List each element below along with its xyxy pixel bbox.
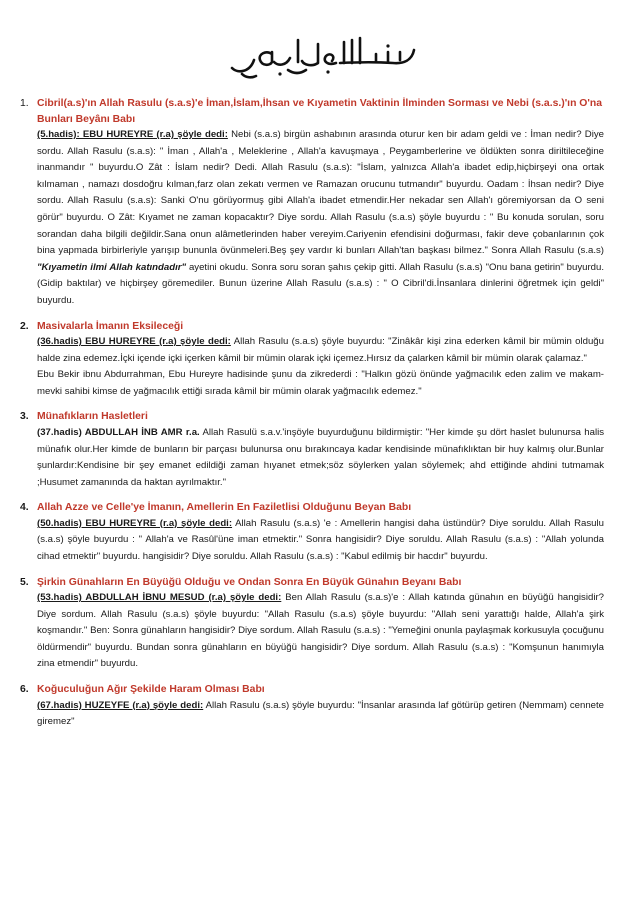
item-number: 2. [20,320,29,332]
list-item [20,319,604,401]
chapter-title: Münafıkların Hasletleri [37,411,148,423]
hadith-source: (36.hadis) EBU HUREYRE (r.a) şöyle dedi: [37,336,231,348]
hadith-list [20,96,604,740]
list-item [20,500,604,565]
hadith-text: (37.hadis) ABDULLAH İNB AMR r.a. Allah Rasulü s.a.v.'inşöyle buyurduğunu bildirmiştir: "Her kimde şu dört haslet bulunursa halis münafık olur.Her kimde de bunların bir parçası bulunursa onu bırakıncaya kadar kendisinde münafıklıktan bir huy kalmış olur.Bunlar şunlardır:Kendisine bir şey emanet edildiği zaman hıyanet etmek;söz söylerken yalan söylemek; ahd ettiğinde ahdini tutmamak ;Husumet zamanında da haktan ayrılmaktır." [37,426,605,488]
list-item [20,409,604,491]
item-number: 1. [20,98,29,109]
chapter-title: Koğuculuğun Ağır Şekilde Haram Olması Babı [37,684,265,696]
chapter-title: Cibril(a.s)'ın Allah Rasulu (s.a.s)'e İman,İslam,İhsan ve Kıyametin Vaktinin İlminden Sorması ve Nebi (s.a.s.)'ın O'na Bunları Beyânı Babı [37,98,602,125]
item-number: 6. [20,684,29,696]
list-item [20,682,604,731]
hadith-text: (53.hadis) ABDULLAH İBNU MESUD (r.a) şöyle dedi: Ben Allah Rasulu (s.a.s)'e : Allah katında günahın en büyüğü hangisidir? Diye sordum. Allah Rasulu (s.a.s) şöyle buyurdu: "Allah Rasulu (s.a.s) şöyle buyurdu: "Allah seni yarattığı halde, Allah'a şirk koşmandır." Ben: Sonra günahların hangisidir? Diye sordum. Allah Rasulu (s.a.s) : "Yemeğini onunla paylaşmak korkusuyla çocuğunu öldürmendir" buyurdu. Bundan sonra günahların en büyüğü hangisidir? Diye sordum. Allah Rasulu (s.a.s) : "Komşunun hanımıyla zina etmendir" buyurdu. [37,592,604,670]
item-number: 4. [20,502,29,514]
list-item [20,96,604,310]
hadith-text: (36.hadis) EBU HUREYRE (r.a) şöyle dedi: Allah Rasulu (s.a.s) şöyle buyurdu: "Zinâkâr kişi zina ederken kâmil bir mümin olduğu halde zina edemez.İçki içende içki içerken kâmil bir mümin olarak içki içemez.Hırsız da çalarken kâmil bir mümin olarak çalamaz." Ebu Bekir ibnu Abdurrahman, Ebu Hureyre hadisinde şunu da zikrederdi : "Halkın gözü önünde yağmacılık eden zalim ve makam-mevki sahibi kimse de yağmacılık ettiği sırada kâmil bir mümin olarak yağmacılık edemez." [37,336,604,397]
hadith-source: (53.hadis) ABDULLAH İBNU MESUD (r.a) şöyle dedi: [37,592,282,604]
item-number: 3. [20,411,29,423]
chapter-title: Şirkin Günahların En Büyüğü Olduğu ve Ondan Sonra En Büyük Günahın Beyanı Babı [37,576,462,588]
chapter-title: Masivalarla İmanın Eksileceği [37,320,184,332]
hadith-text: (5.hadis): EBU HUREYRE (r.a) şöyle dedi: Nebi (s.a.s) birgün ashabının arasında oturur ken bir adam geldi ve : İman nedir? Diye sordu. Allah Rasulu (s.a.s): " İman , Allah'a , Meleklerine , Allah'a kavuşmaya , Peygamberlerine ve öldükten sonra diriltileceğine inanmandır " buyurdu.O Zât : İslam nedir? Dedi. Allah Rasulu (s.a.s): "İslam, yalnızca Allah'a ibadet edip,hiçbirşeyi ona ortak kılmaman , namazı dosdoğru kılman,farz olan zekatı vermen ve Ramazan orucunu tutmandır" buyurdu. Oadam : İhsan nedir? Diye sordu. Allah Rasulu (s.a.s): Sanki O'nu görüyormuş gibi Allah'a ibadet etmendir.Her nekadar sen Allah'ı göremiyorsan da O seni görür" buyurdu. O Zât: Kıyamet ne zaman kopacaktır? Diye sordu. Allah Rasulu (s.a.s) şöyle buyurdu : " Bu konuda sorulan, soru sorandan daha bilgili değildir.Sana onun alâmetlerinden haber vereyim.Cariyenin efendisini doğurması, fakir deve çobanlarının çok bina yapmada birbirleriyle yarışıp bununla övünmeleri.Beş şey vardır ki bunları Allah'tan başkası bilmez." Sonra Allah Rasulu (s.a.s) "Kıyametin ilmi Allah katındadır" ayetini okudu. Sonra soru soran şahıs çekip gitti. Allah Rasulu (s.a.s) "Onu bana getirin" buyurdu.(Gidip baktılar) ve hiçbirşey göremediler. Bunun üzerine Allah Rasulu (s.a.s) : " O Cibril'di.İnsanlara dinlerini öğretmek için geldi" buyurdu. [37,129,604,306]
emphasized-verse: "Kıyametin ilmi Allah katındadır" [37,261,187,273]
hadith-text: (50.hadis) EBU HUREYRE (r.a) şöyle dedi: Allah Rasulu (s.a.s) 'e : Amellerin hangisi daha üstündür? Diye soruldu. Allah Rasulu (s.a.s) şöyle buyurdu : " Allah'a ve Rasûl'üne iman etmektir." Sonra hangisidir? Diye soruldu. Allah Rasulu (s.a.s) : "Allah yolunda cihad etmektir" buyurdu. hangisidir? Diye soruldu. Allah Rasulu (s.a.s) : "Kabul edilmiş bir hacdır" buyurdu. [37,517,604,562]
hadith-source: (37.hadis) ABDULLAH İNB AMR r.a. [37,426,200,438]
basmala-calligraphy [228,30,420,82]
hadith-source: (50.hadis) EBU HUREYRE (r.a) şöyle dedi: [37,517,233,529]
list-item [20,575,604,673]
chapter-title: Allah Azze ve Celle'ye İmanın, Amellerin En Faziletlisi Olduğunu Beyan Babı [37,502,412,514]
item-number: 5. [20,576,29,588]
hadith-source: (67.hadis) HUZEYFE (r.a) şöyle dedi: [37,699,204,711]
hadith-text: (67.hadis) HUZEYFE (r.a) şöyle dedi: Allah Rasulu (s.a.s) şöyle buyurdu: "İnsanlar arasında laf götürüp getiren (Nemmam) cennete giremez" [37,699,605,728]
hadith-source: (5.hadis): EBU HUREYRE (r.a) şöyle dedi: [37,129,228,140]
